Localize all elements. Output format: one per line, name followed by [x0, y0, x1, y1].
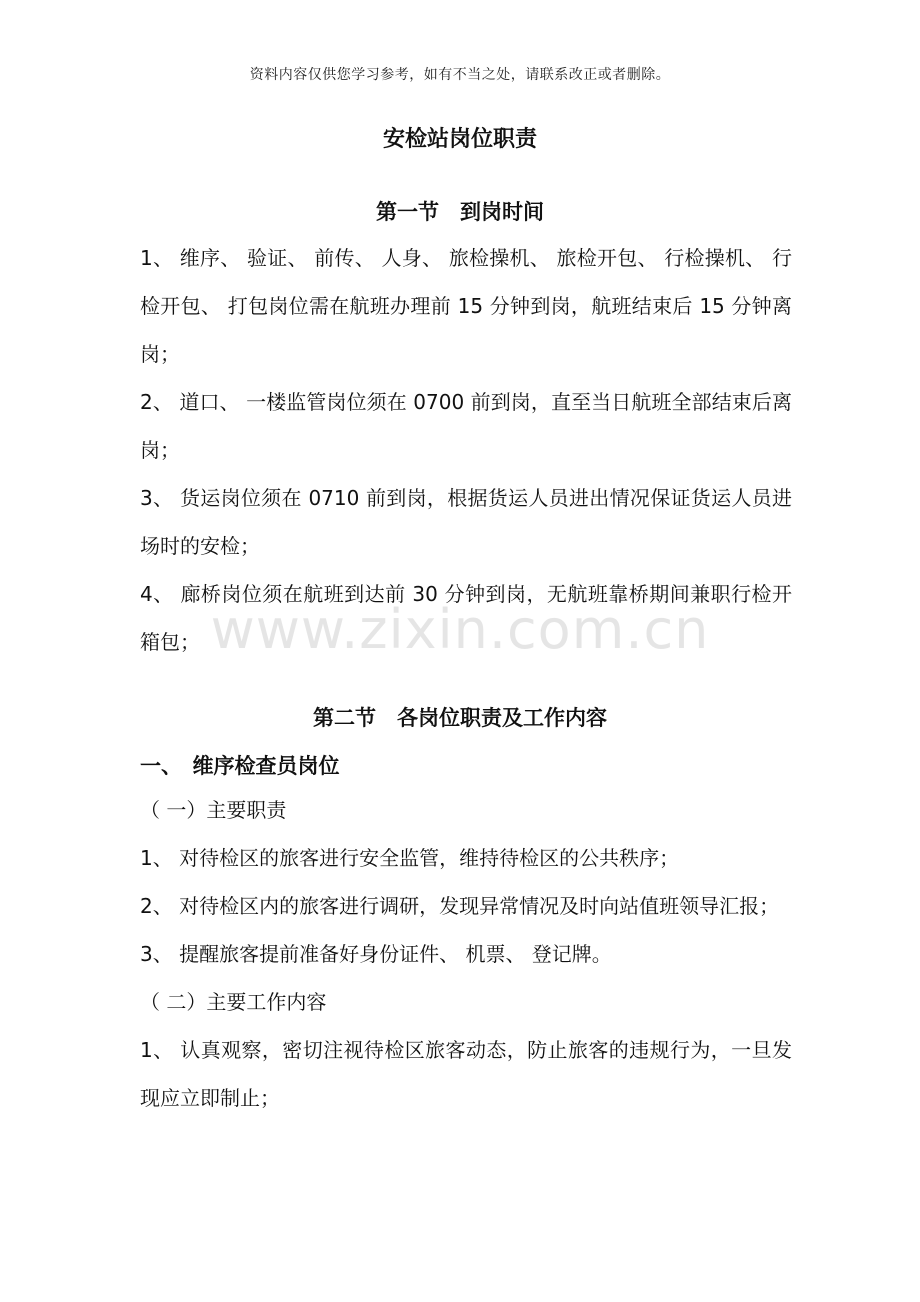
section1-item-4: 4、 廊桥岗位须在航班到达前 30 分钟到岗，无航班靠桥期间兼职行检开箱包；: [140, 582, 792, 654]
section2-heading: 第二节 各岗位职责及工作内容: [313, 706, 607, 730]
section1-item-2: 2、 道口、 一楼监管岗位须在 0700 前到岗，直至当日航班全部结束后离岗；: [140, 390, 792, 462]
header-note: 资料内容仅供您学习参考，如有不当之处，请联系改正或者删除。: [249, 67, 671, 83]
document-title: 安检站岗位职责: [382, 127, 537, 152]
part1-heading: 一、 维序检查员岗位: [140, 754, 340, 778]
work-item-1: 1、 认真观察，密切注视待检区旅客动态，防止旅客的违规行为，一旦发现应立即制止；: [140, 1038, 792, 1110]
section1-item-1: 1、 维序、 验证、 前传、 人身、 旅检操机、 旅检开包、 行检操机、 行检开包、 打包岗位需在航班办理前 15 分钟到岗，航班结束后 15 分钟离岗；: [140, 246, 792, 366]
work-heading: （ 二）主要工作内容: [140, 990, 327, 1014]
duty-item-2: 2、 对待检区内的旅客进行调研，发现异常情况及时向站值班领导汇报；: [140, 894, 780, 918]
section1-item-3: 3、 货运岗位须在 0710 前到岗，根据货运人员进出情况保证货运人员进场时的安检；: [140, 486, 792, 558]
section2-content: [140, 786, 792, 1122]
duty-item-1: 1、 对待检区的旅客进行安全监管，维持待检区的公共秩序；: [140, 846, 680, 870]
duty-item-3: 3、 提醒旅客提前准备好身份证件、 机票、 登记牌。: [140, 942, 612, 966]
section1-heading: 第一节 到岗时间: [376, 200, 544, 224]
section1-content: [140, 234, 792, 666]
watermark-text: www.zixin.com.cn: [210, 598, 710, 661]
duties-heading: （ 一）主要职责: [140, 798, 287, 822]
